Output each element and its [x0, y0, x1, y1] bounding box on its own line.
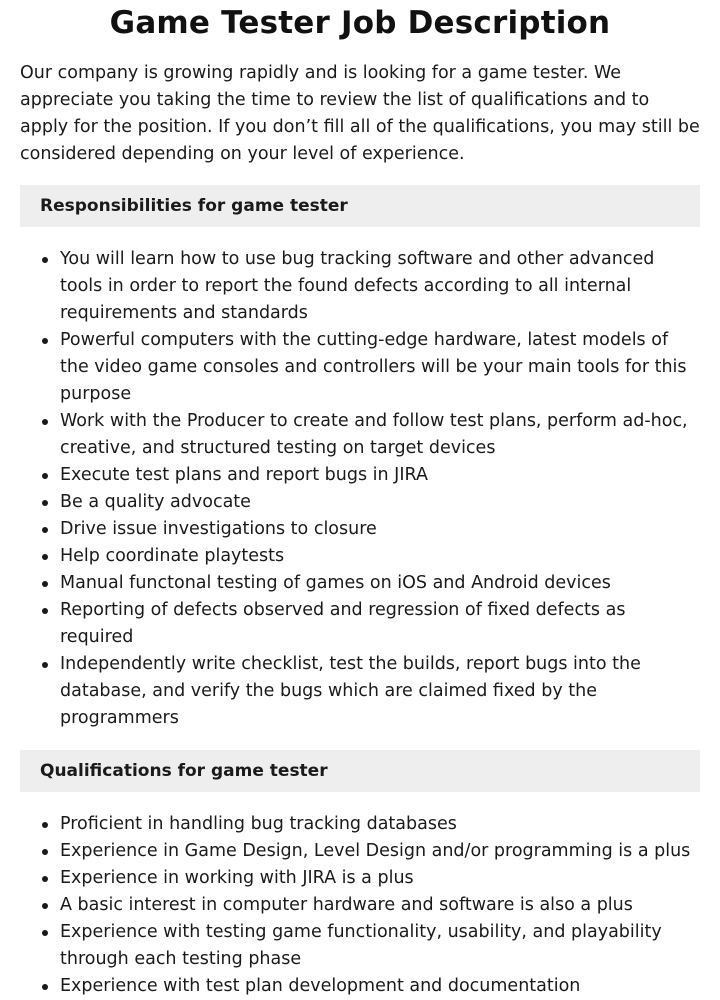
list-item: Experience in Game Design, Level Design and/or programming is a plus: [60, 838, 700, 865]
list-item: Drive issue investigations to closure: [60, 516, 700, 543]
qualifications-list: [20, 811, 700, 1000]
list-item: Manual functonal testing of games on iOS and Android devices: [60, 570, 700, 597]
responsibilities-list: [20, 246, 700, 732]
list-item: Experience in working with JIRA is a plus: [60, 865, 700, 892]
list-item: A basic interest in computer hardware and software is also a plus: [60, 892, 700, 919]
list-item: Be a quality advocate: [60, 489, 700, 516]
page-title: Game Tester Job Description: [109, 5, 611, 41]
qualifications-heading: Qualifications for game tester: [20, 750, 700, 792]
list-item: Help coordinate playtests: [60, 543, 700, 570]
intro-paragraph: Our company is growing rapidly and is looking for a game tester. We appreciate you taking the time to review the list of qualifications and to apply for the position. If you don’t fill all of the qualifications, you may still be considered depending on your level of experience.: [20, 63, 700, 164]
responsibilities-heading: Responsibilities for game tester: [20, 185, 700, 227]
list-item: Experience with testing game functionality, usability, and playability through each testing phase: [60, 919, 700, 973]
list-item: Reporting of defects observed and regression of fixed defects as required: [60, 597, 700, 651]
list-item: Proficient in handling bug tracking databases: [60, 811, 700, 838]
list-item: Work with the Producer to create and follow test plans, perform ad-hoc, creative, and structured testing on target devices: [60, 408, 700, 462]
list-item: You will learn how to use bug tracking software and other advanced tools in order to report the found defects according to all internal requirements and standards: [60, 246, 700, 327]
list-item: Execute test plans and report bugs in JIRA: [60, 462, 700, 489]
list-item: Experience with test plan development and documentation: [60, 973, 700, 1000]
list-item: Independently write checklist, test the builds, report bugs into the database, and verify the bugs which are claimed fixed by the programmers: [60, 651, 700, 732]
list-item: Powerful computers with the cutting-edge hardware, latest models of the video game consoles and controllers will be your main tools for this purpose: [60, 327, 700, 408]
